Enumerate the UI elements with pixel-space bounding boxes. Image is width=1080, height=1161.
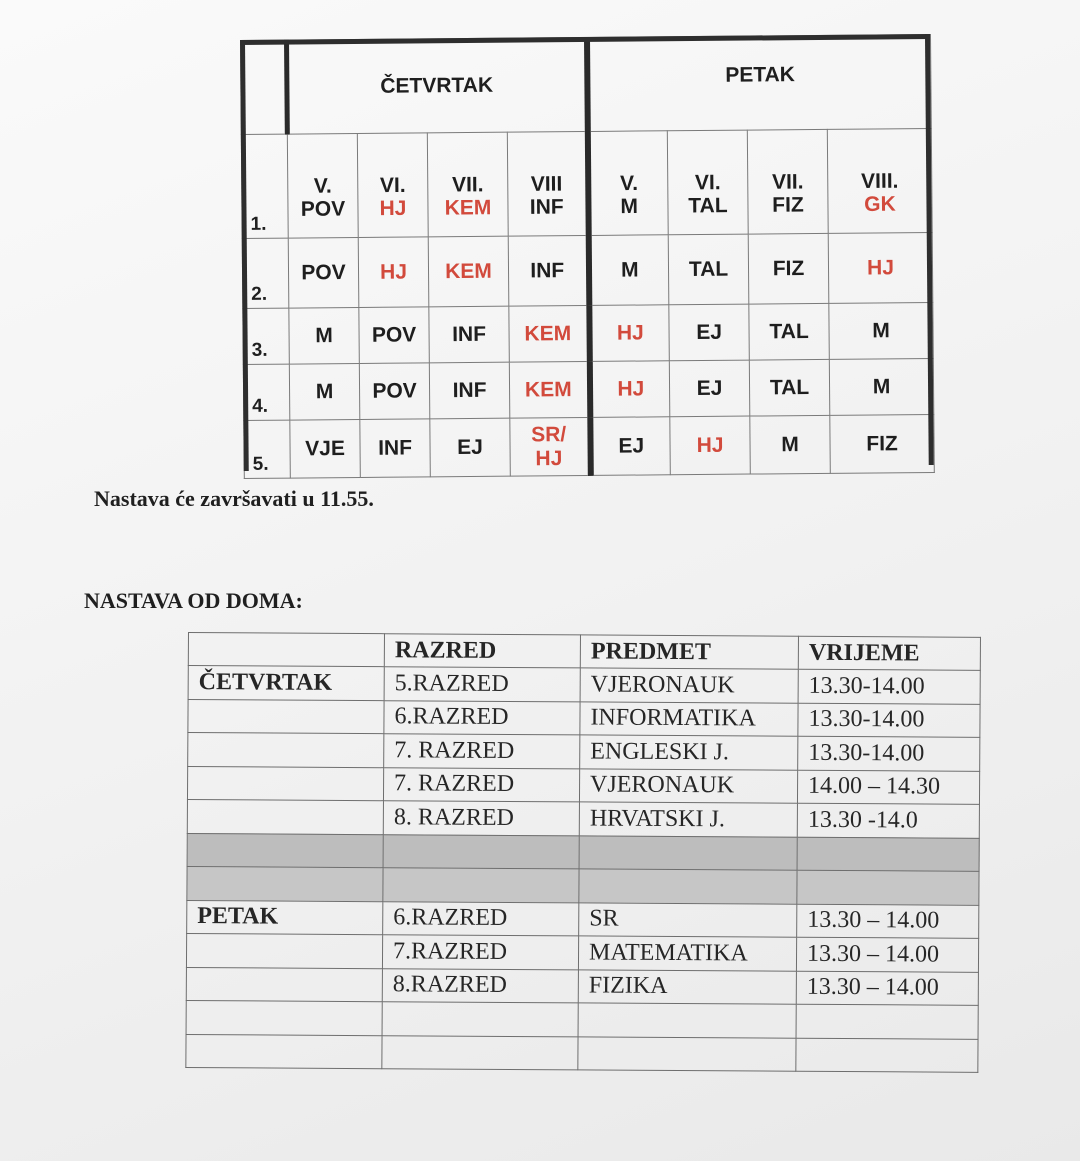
lesson-content [748,170,827,218]
lesson-number: 3. [243,308,289,364]
class-cell: 7. RAZRED [384,734,580,769]
class-cell [383,834,579,869]
lesson-content [430,435,509,460]
subject-cell [578,1003,796,1038]
lesson-content [828,169,931,217]
lesson-cell [358,237,429,308]
subject-cell: HRVATSKI J. [579,802,797,837]
day-cell [187,799,383,834]
subject-label: HJ [379,259,408,284]
lesson-content [829,255,932,280]
corner-cell [241,40,288,134]
lesson-cell [360,419,431,478]
lesson-cell [670,416,751,475]
lesson-cell [287,133,358,238]
lesson-row [242,232,933,308]
subject-label: HJ [867,255,895,279]
time-cell [797,870,979,905]
subject-label: GK [864,192,896,216]
subject-label: INF [452,378,487,402]
lesson-content [593,434,670,459]
subject-label: HJ [696,433,724,457]
header-day [188,633,384,667]
lesson-cell [359,363,429,420]
subject-label: POV [301,260,346,284]
day-cell [186,967,382,1002]
subject-label: INF [529,195,564,219]
lesson-content [669,257,748,282]
subject-label: M [315,379,334,403]
lesson-content [670,433,749,458]
home-class-row [186,967,978,1005]
subject-label: POV [371,322,417,347]
lesson-cell [288,237,359,308]
subject-label: M [872,374,891,398]
class-cell: 8. RAZRED [383,801,579,836]
lesson-cell [749,359,829,416]
header-razred: RAZRED [384,634,580,668]
home-class-row [187,900,979,938]
lesson-cell [667,130,748,235]
lesson-content [289,260,358,285]
lesson-content [592,321,669,346]
class-cell: 6.RAZRED [383,901,579,936]
lesson-cell [428,236,509,307]
lesson-content [509,321,586,346]
home-class-row [187,766,979,804]
subject-label: TAL [769,375,810,399]
schedule-table [240,34,935,479]
lesson-cell [509,305,590,362]
day-cell: PETAK [187,900,383,935]
subject-label: KEM [444,196,492,220]
day-cell [187,866,383,901]
lesson-content [289,323,358,348]
day-cell [188,699,384,734]
grade-label: VI. [379,173,406,198]
lesson-content [359,323,428,348]
class-cell: 8.RAZRED [382,968,578,1003]
lesson-content [508,172,585,220]
subject-cell: FIZIKA [578,969,796,1004]
subject-cell: SR [579,902,797,937]
lesson-row [241,128,932,238]
lesson-row [243,302,933,364]
subject-label: EJ [457,435,484,459]
subject-label: M [620,194,639,219]
lesson-row [244,414,935,478]
lesson-content [592,377,669,402]
lesson-content [830,431,933,456]
lesson-cell [829,302,933,359]
day-name: PETAK [725,62,796,87]
header-vrijeme: VRIJEME [798,636,980,670]
subject-label: EJ [618,433,645,458]
day-cell: ČETVRTAK [188,666,384,701]
class-cell: 7.RAZRED [382,935,578,970]
lesson-content [669,320,748,345]
time-cell: 13.30 – 14.00 [796,937,978,972]
lesson-content [750,375,829,400]
day-cell [187,766,383,801]
lesson-content [288,174,357,222]
time-cell: 13.30-14.00 [798,736,980,771]
home-class-row [188,733,980,771]
grade-label: VIII. [861,169,899,193]
subject-label: POV [300,197,346,221]
subject-label: KEM [524,377,572,401]
class-cell: 7. RAZRED [383,767,579,802]
class-cell: 5.RAZRED [384,667,580,702]
home-class-row [186,1034,978,1072]
subject-cell: VJERONAUK [579,768,797,803]
day-cell [186,1034,382,1069]
lesson-content [749,256,828,281]
grade-label: V. [619,171,639,195]
lesson-cell [589,305,669,362]
lesson-number: 5. [244,420,291,478]
subject-label: POV [372,378,417,403]
lesson-content [750,432,829,457]
lesson-cell [830,414,935,473]
subject-label: EJ [696,376,723,400]
subject-label: KEM [445,259,492,283]
home-section-title: NASTAVA OD DOMA: [84,588,303,613]
lesson-content [358,174,427,222]
subject-label: M [315,323,333,347]
subject-label: KEM [524,321,572,345]
time-cell: 13.30 – 14.00 [797,904,979,939]
lesson-content [360,379,429,404]
subject-label: M [781,432,799,456]
lesson-cell [359,307,429,364]
day-cell [186,1000,382,1035]
lesson-cell [429,306,509,363]
day-header-friday [587,34,932,131]
header-predmet: PREDMET [580,635,798,669]
lesson-content [429,322,508,347]
lesson-cell [509,361,590,418]
lesson-cell [587,131,668,236]
lesson-cell [357,133,428,238]
subject-label: TAL [688,194,728,218]
subject-label: TAL [688,257,729,281]
lesson-number: 2. [242,238,289,308]
lesson-cell [668,234,749,305]
subject-label: FIZ [866,431,898,455]
subject-cell: MATEMATIKA [578,936,796,971]
subject-label: FIZ [772,193,804,217]
lesson-content [290,379,359,404]
lesson-content [509,258,586,283]
lesson-content [670,376,749,401]
home-class-row [188,699,980,737]
subject-label: TAL [769,319,809,343]
lesson-content [510,377,587,402]
day-cell [187,833,383,868]
lesson-content [668,171,747,219]
lesson-cell [429,362,509,419]
lesson-content [290,436,359,461]
subject-label: FIZ [772,256,805,280]
home-class-row [187,866,979,904]
lesson-cell [748,233,829,304]
lesson-cell [588,235,669,306]
lesson-cell [669,360,749,417]
lesson-cell [290,419,361,478]
lesson-cell [589,361,669,418]
lesson-content [510,422,587,471]
lesson-cell [507,131,588,236]
time-cell [796,1004,978,1039]
class-cell: 6.RAZRED [384,700,580,735]
time-cell: 13.30 -14.0 [797,803,979,838]
subject-cell: ENGLESKI J. [580,735,798,770]
lesson-number: 1. [241,134,288,238]
lesson-cell [828,232,933,303]
lesson-content [591,172,668,220]
lesson-cell [427,132,508,237]
lesson-cell [669,304,749,361]
lesson-cell [750,415,831,474]
lesson-content [428,173,507,221]
lesson-content [830,374,933,399]
grade-label: V. [313,174,332,198]
lesson-number: 4. [243,364,289,420]
home-classes-table [185,632,981,1073]
lesson-content [829,318,932,343]
lesson-cell [508,235,589,306]
lesson-cell [289,363,359,420]
lesson-content [749,319,828,344]
grade-label: VI. [694,171,721,195]
subject-cell: VJERONAUK [580,668,798,703]
subject-label: VJE [305,436,346,460]
subject-label: M [872,318,890,342]
day-name: ČETVRTAK [380,73,494,98]
lesson-cell [430,418,511,477]
lesson-content [360,436,429,461]
home-classes [185,632,980,1073]
lesson-content [591,258,668,283]
lesson-content [359,260,428,285]
subject-label: SR/ HJ [531,422,567,470]
subject-label: INF [378,435,413,460]
subject-label: HJ [616,320,644,345]
subject-label: HJ [379,196,407,221]
grade-label: VII. [451,173,484,197]
lesson-cell [289,307,359,364]
lesson-content [430,378,509,403]
subject-label: EJ [696,320,723,344]
lesson-row [243,358,933,420]
subject-label: HJ [617,376,645,401]
time-cell: 13.30 – 14.00 [796,971,978,1006]
end-time-note: Nastava će završavati u 11.55. [94,486,374,511]
home-class-row [187,799,979,837]
class-cell [382,1035,578,1070]
day-cell [186,933,382,968]
time-cell [796,1038,978,1073]
lesson-cell [590,417,671,476]
subject-label: INF [530,258,565,282]
subject-label: M [620,257,639,282]
lesson-cell [747,129,828,234]
class-cell [382,1002,578,1037]
home-class-row [188,666,980,704]
time-cell [797,837,979,872]
class-cell [383,868,579,903]
day-cell [188,733,384,768]
grade-label: VIII [530,172,563,196]
lesson-cell [829,358,933,415]
subject-label: INF [452,322,487,346]
lesson-cell [749,303,829,360]
day-header-thursday [287,37,588,134]
lesson-cell [510,417,591,476]
class-schedule [240,34,934,476]
grade-label: VII. [771,170,804,194]
subject-cell [579,869,797,904]
time-cell: 13.30-14.00 [798,669,980,704]
time-cell: 14.00 – 14.30 [797,770,979,805]
subject-cell [578,1036,796,1071]
home-class-row [186,933,978,971]
lesson-cell [827,128,932,233]
subject-cell [579,835,797,870]
lesson-content [429,259,508,284]
time-cell: 13.30-14.00 [798,703,980,738]
home-class-row [187,833,979,871]
home-class-row [186,1000,978,1038]
subject-cell: INFORMATIKA [580,701,798,736]
